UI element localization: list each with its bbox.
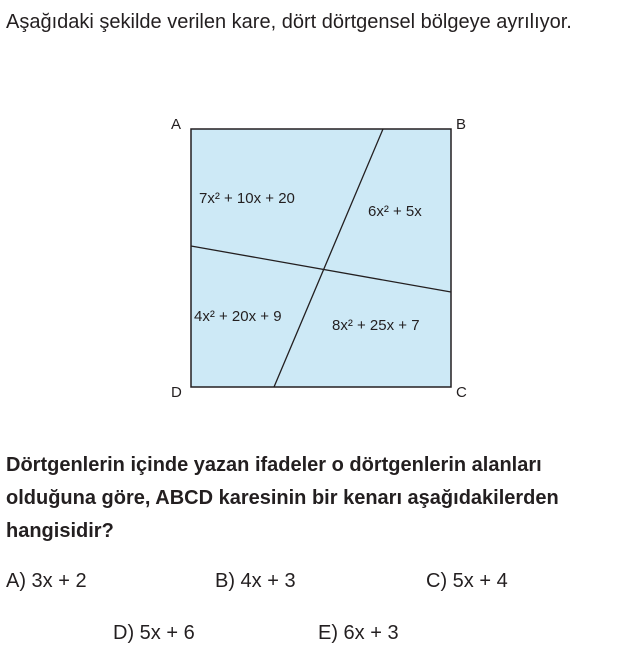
- option-c[interactable]: C) 5x + 4: [426, 570, 508, 592]
- option-b[interactable]: B) 4x + 3: [215, 570, 296, 592]
- region-top-right-area: 6x² + 5x: [368, 203, 422, 220]
- intro-text: Aşağıdaki şekilde verilen kare, dört dörtgensel bölgeye ayrılıyor.: [6, 11, 572, 33]
- vertex-a-label: A: [171, 116, 182, 133]
- region-bottom-right-area: 8x² + 25x + 7: [332, 317, 420, 334]
- option-d[interactable]: D) 5x + 6: [113, 622, 195, 644]
- option-e[interactable]: E) 6x + 3: [318, 622, 399, 644]
- question-text: Dörtgenlerin içinde yazan ifadeler o dörtgenlerin alanları olduğuna göre, ABCD karesinin bir kenarı aşağıdakilerden hangisidir?: [6, 454, 559, 542]
- vertex-c-label: C: [456, 384, 467, 401]
- region-top-left-area: 7x² + 10x + 20: [199, 190, 295, 207]
- vertex-b-label: B: [456, 116, 467, 133]
- region-bottom-left-area: 4x² + 20x + 9: [194, 308, 282, 325]
- vertex-d-label: D: [171, 384, 182, 401]
- square-abcd: [191, 129, 451, 387]
- option-a[interactable]: A) 3x + 2: [6, 570, 87, 592]
